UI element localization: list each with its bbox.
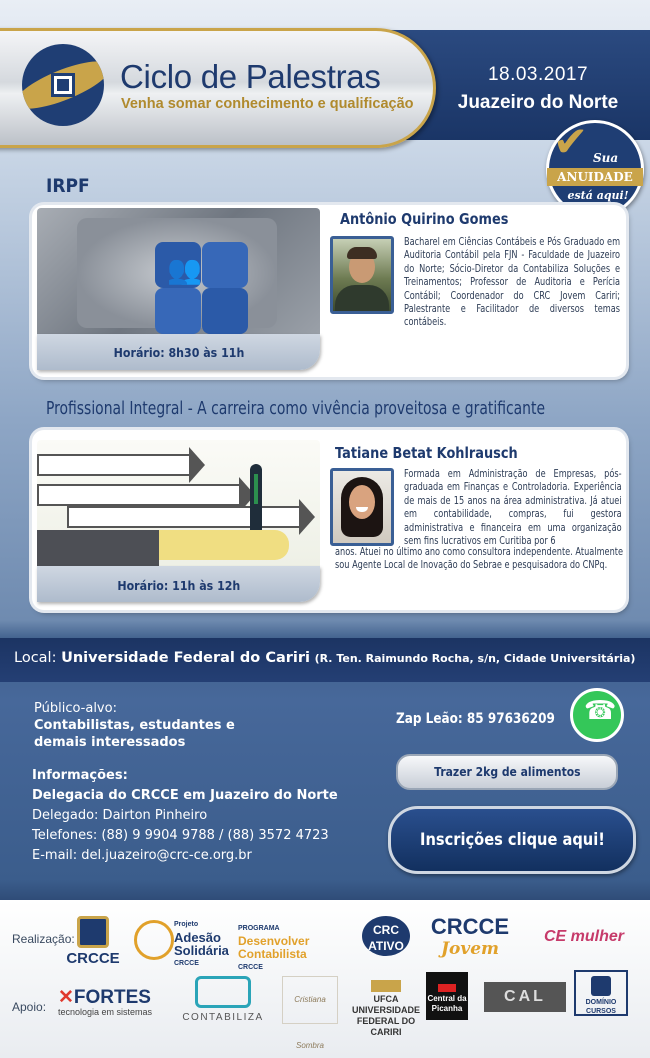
checkmark-icon: ✔ [553,117,589,166]
dominio-mark-icon [591,976,611,996]
dominio-text: DOMÍNIO CURSOS [585,999,617,1015]
realizacao-label: Realização: [12,932,75,946]
talk2-title: Profissional Integral - A carreira como vivência proveitosa e gratificante [46,398,546,419]
ufca-mark-icon [371,980,401,992]
talk1-time [37,334,320,370]
badge-line1: Sua [593,151,619,165]
audience-line1: Contabilistas, estudantes e [34,718,235,733]
location-address: (R. Ten. Raimundo Rocha, s/n, Cidade Universitária) [314,652,636,665]
location-place: Universidade Federal do Cariri [61,650,310,666]
contabiliza-logo [178,976,268,1023]
jovem-text: Jovem [440,939,500,959]
desenvolver-contabilista-logo [238,922,358,974]
people-icon: 👥 [167,253,202,286]
contact-info [32,766,338,866]
talk2-career-illustration [37,440,320,566]
ce-mulher-logo: CE mulher [543,928,624,945]
food-donation-label: Trazer 2kg de alimentos [433,765,581,779]
contact-phones: Telefones: (88) 9 9904 9788 / (88) 3572 4723 [32,828,329,843]
apoio-label: Apoio: [12,1000,47,1014]
talk2-time-text: Horário: 11h às 12h [117,579,240,593]
crcce-jovem-logo [424,916,516,960]
cal-logo: CAL [484,982,566,1012]
audience-line2: demais interessados [34,735,186,750]
adesao-small: Projeto [174,921,199,928]
adesao-text: Adesão Solidária [174,930,229,958]
whatsapp-icon[interactable] [570,688,624,742]
audience [34,700,235,751]
crc-ativo-logo: CRC ATIVO [362,916,410,956]
desenv-text: Desenvolver Contabilista [238,934,310,961]
talk2-speaker-bio-cont: anos. Atuei no último ano como consultora independente. Atualmente sou Agente Local de Inovação do Sebrae e pesquisadora do CNPq. [335,546,624,572]
food-donation-button [396,754,618,790]
ufca-logo [350,980,422,1038]
location [14,650,635,666]
central-picanha-logo [426,972,468,1020]
event-date: 18.03.2017 [487,64,589,85]
audience-label: Público-alvo: [34,701,117,716]
picanha-mark-icon [438,984,456,992]
talk1-speaker-bio: Bacharel em Ciências Contábeis e Pós Graduado em Auditoria Contábil pela FJN - Faculdade de Juazeiro do Norte; Sócio-Diretor da Contabiliza Soluções e Treinamentos; Professor de Auditoria e Perícia Contábil; Coordenador do CRC Jovem Cariri; Palestrante e Facilitador de diversos temas contábeis. [404,236,621,329]
contabiliza-mark-icon [195,976,251,1008]
ufca-text: UNIVERSIDADE FEDERAL DO CARIRI [351,1005,420,1037]
adesao-logo-icon [134,920,174,960]
talk1-puzzle-photo [37,208,320,334]
crcce-logo-icon [22,44,104,126]
talk1-speaker-avatar [330,236,394,314]
desenv-sub: CRCCE [238,964,263,971]
page-title: Ciclo de Palestras [120,58,381,95]
talk1-speaker: Antônio Quirino Gomes [340,210,509,228]
page-subtitle: Venha somar conhecimento e qualificação [121,96,414,112]
fortes-text: FORTES [73,987,151,1008]
crcce-logo-icon [77,916,109,948]
event-city: Juazeiro do Norte [457,92,619,113]
talk2-speaker-avatar [330,468,394,546]
talk1-time-text: Horário: 8h30 às 11h [113,346,244,360]
talk1-title: IRPF [46,175,90,197]
desenv-small: PROGRAMA [238,925,280,932]
fortes-sub: tecnologia em sistemas [58,1007,153,1017]
talk2-speaker-bio: Formada em Administração de Empresas, pós-graduada em Finanças e Controladoria. Experiência de mais de 15 anos na área administrativa. Já atuei em contabilidade, compras, fui gestora administrativa e financeira em uma organização sem fins lucrativos em Curitiba por 6 [404,468,622,548]
signup-label: Inscrições clique aqui! [419,830,605,850]
whatsapp-number[interactable]: Zap Leão: 85 97636209 [396,711,555,727]
contact-email[interactable]: E-mail: del.juazeiro@crc-ce.org.br [32,848,252,863]
badge-line3: está aqui! [567,189,629,202]
fortes-mark-icon: ✕ [58,987,74,1008]
contabiliza-text: CONTABILIZA [182,1012,264,1023]
contact-heading: Informações: [32,768,128,783]
location-label: Local: [14,650,57,666]
picanha-text: Central da Picanha [427,994,467,1013]
ufca-top: UFCA [373,994,399,1004]
badge-line2: ANUIDADE [547,168,643,186]
jovem-top: CRCCE [430,914,510,939]
fortes-logo [58,986,170,1017]
crcce-sponsor-text: CRCCE [66,950,120,967]
dominio-cursos-logo [574,970,628,1016]
adesao-sub: CRCCE [174,960,199,967]
talk2-speaker: Tatiane Betat Kohlrausch [335,444,518,462]
talk2-time [37,566,320,602]
anuidade-badge[interactable] [546,117,644,218]
cristiana-sombra-logo: Cristiana Sombra [282,976,338,1024]
contact-org: Delegacia do CRCCE em Juazeiro do Norte [32,788,338,803]
crcce-sponsor-logo [62,916,124,967]
contact-delegate: Delegado: Dairton Pinheiro [32,808,208,823]
signup-button[interactable] [388,806,636,874]
